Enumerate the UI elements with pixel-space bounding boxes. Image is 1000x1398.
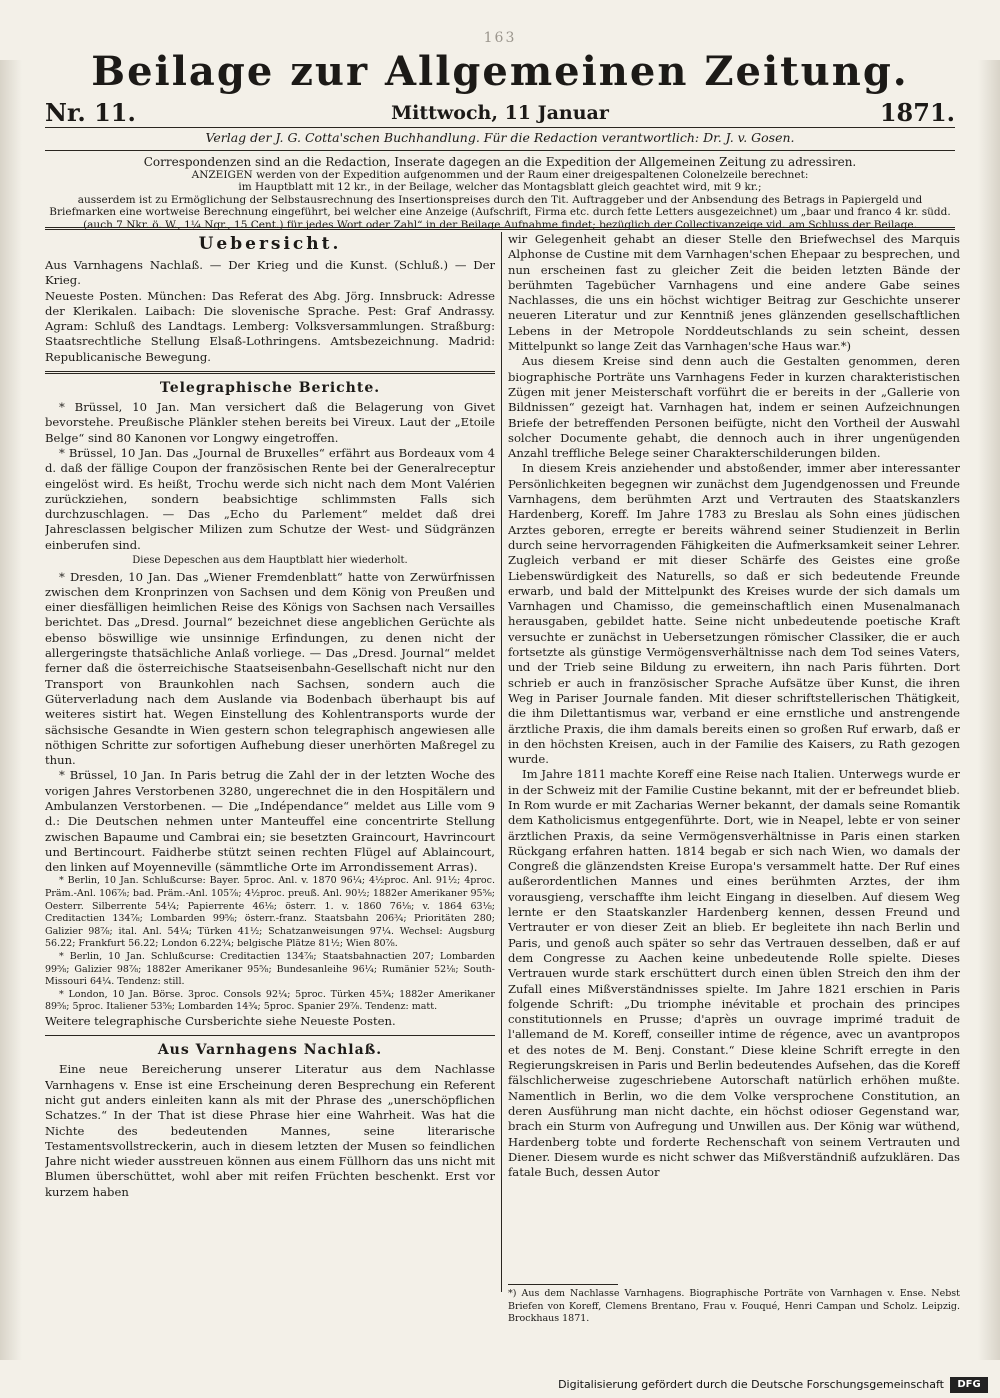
section-separator <box>45 1035 495 1036</box>
article-paragraph: Im Jahre 1811 machte Koreff eine Reise nach Italien. Unterwegs wurde er in der Schweiz mit der Familie Custine bekannt, mit der er befreundet blieb. In Rom wurde er mit Zacharias Werner bekannt, der damals seine Romantik dem Katholicismus entgegenführte. Dort, wie in Neapel, lebte er von seiner ärztlichen Praxis, da seine Vermögensverhältnisse in Paris einen starken Rückgang erfahren hatten. 1814 begab er sich nach Wien, wo damals der Congreß die glänzendsten Kreise Europa's versammelt hatte. Der Ruf eines außerordentlichen Mannes und eines berühmten Arztes, der ihm vorausgieng, verschaffte ihm leicht Eingang in dieselben. Auf diesem Weg lernte er den Staatskanzler Hardenberg kennen, dessen Freund und Vertrauter er von dieser Zeit an blieb. Er begleitete ihn nach Berlin und Paris, und genoß auch später so sehr das Vertrauen desselben, daß er auf dem Congresse zu Aachen keine unbedeutende Rolle spielte. Dieses Vertrauen wurde stark erschüttert durch einen üblen Streich den ihm der Zufall eines Mißverständnisses spielte. Im Jahre 1821 erschien in Paris folgende Schrift: „Du triomphe inévitable et prochain des principes constitutionnels en Prusse; d'après un ouvrage imprimé traduit de l'allemand de M. Koreff, conseiller intime de régence, avec un avantpropos et des notes de M. Benj. Constant.“ Diese kleine Schrift erregte in den Regierungskreisen in Paris und Berlin bedeutendes Aufsehen, das die Koreff fälschlicherweise zugeschriebene Autorschaft natürlich erhöhen mußte. Namentlich in Berlin, wo die dem Volke versprochene Constitution, an deren Ausführung man nicht dachte, ein höchst odioser Gegenstand war, brach ein Sturm von Aufregung und Unwillen aus. Der König war wüthend, Hardenberg tobte und forderte Rechenschaft von seinem Vertrauten und Diener. Diesem wurde es nicht schwer das Mißverständniß aufzuklären. Das fatale Buch, dessen Autor <box>508 767 960 1180</box>
footnote-rule <box>508 1284 618 1285</box>
article-paragraph: Aus diesem Kreise sind denn auch die Gestalten genommen, deren biographische Porträte uns Varnhagens Feder in kurzen charakteristischen Zügen mit jener Meisterschaft vorführt die er bereits in der „Gallerie von Bildnissen“ gezeigt hat. Varnhagen hat, indem er seinen Aufzeichnungen Briefe der betreffenden Personen beifügte, nicht den Vortheil der Auswahl solcher Documente gehabt, die dennoch auch in ihrer ungenügenden Anzahl treffliche Belege seiner Charakterschilderungen bilden. <box>508 354 960 461</box>
header-rule <box>45 150 955 151</box>
dfg-logo: DFG <box>950 1377 988 1393</box>
repeat-note: Diese Depeschen aus dem Hauptblatt hier wiederholt. <box>132 555 408 567</box>
footnote: *) Aus dem Nachlasse Varnhagens. Biographische Porträte von Varnhagen v. Ense. Nebst Briefen von Koreff, Clemens Brentano, Frau v. Fouqué, Henri Campan und Scholz. Leipzig. Brockhaus 1871. <box>508 1288 960 1324</box>
stock-report: * Berlin, 10 Jan. Schlußcurse: Bayer. 5proc. Anl. v. 1870 96¼; 4½proc. Anl. 91½; 4proc. Präm.-Anl. 106⅞; bad. Präm.-Anl. 105⅞; 4½proc. preuß. Anl. 90½; 1882er Amerikaner 95⅝; Oesterr. Silberrente 54¼; Papierrente 46⅛; österr. 1. v. 1860 76⅛; v. 1864 63⅛; Creditactien 134⅞; Lombarden 99⅝; österr.-franz. Staatsbahn 206¾; Prioritäten 280; Galizier 98⅞; ital. Anl. 54¼; Türken 41½; Schatzanweisungen 97¼. Wechsel: Augsburg 56.22; Frankfurt 56.22; London 6.22¾; belgische Plätze 81½; Wien 80⅞. <box>45 875 495 950</box>
column-divider <box>501 232 502 1292</box>
news-report: * Brüssel, 10 Jan. Das „Journal de Bruxelles“ erfährt aus Bordeaux vom 4 d. daß der fällige Coupon der französischen Rente bei der Generalreceptur eingelöst wird. Es heißt, Trochu werde sich nicht nach dem Mont Valérien zurückziehen, sondern beabsichtige schlimmsten Falls sich durchzuschlagen. — Das „Echo du Parlement“ meldet daß drei Jahresclassen belgischer Milizen zum Schutze der West- und Südgränzen einberufen sind. <box>45 445 495 552</box>
publisher-line: Verlag der J. G. Cotta'schen Buchhandlung. Für die Redaction verantwortlich: Dr. J. v. Gosen. <box>205 130 795 145</box>
article-paragraph: wir Gelegenheit gehabt an dieser Stelle den Briefwechsel des Marquis Alphonse de Custine mit dem Varnhagen'schen Ehepaar zu besprechen, und nun erscheinen fast zu gleicher Zeit die beiden letzten Bände der berühmten Tagebücher Varnhagens und eine andere Gabe seines Nachlasses, die uns ein höchst wichtiger Beitrag zur Geschichte unserer neueren Literatur und zur Kenntniß jenes glänzenden gesellschaftlichen Lebens in der Metropole Norddeutschlands zu sein scheint, dessen Mittelpunkt so lange Zeit das Varnhagen'sche Haus war.*) <box>508 232 960 354</box>
article-title: Aus Varnhagens Nachlaß. <box>157 1042 383 1059</box>
notice-line: Correspondenzen sind an die Redaction, Inserate dagegen an die Expedition der Allgemeinen Zeitung zu adressiren. <box>143 155 857 169</box>
issue-number: Nr. 11. <box>45 98 136 127</box>
left-column <box>45 232 495 1292</box>
overview-text: Aus Varnhagens Nachlaß. — Der Krieg und die Kunst. (Schluß.) — Der Krieg. <box>45 258 495 288</box>
notice-line: im Hauptblatt mit 12 kr., in der Beilage, welcher das Montagsblatt gleich geachtet wird, mit 9 kr.; <box>238 181 762 193</box>
digitization-footer <box>0 1374 1000 1398</box>
right-column <box>508 232 960 1287</box>
article-paragraph: In diesem Kreis anziehender und abstoßender, immer aber interessanter Persönlichkeiten begegnen wir zunächst dem Jugendgenossen und Freunde Varnhagens, dem berühmten Arzt und Vertrauten des Staatskanzlers Hardenberg, Koreff. Im Jahre 1783 zu Breslau als Sohn eines jüdischen Arztes geboren, erregte er bereits während seiner Studienzeit in Berlin durch seine hervorragenden Fähigkeiten die Aufmerksamkeit seiner Lehrer. Zugleich verband er mit dieser Schärfe des Geistes eine große Liebenswürdigkeit des Naturells, so daß er sich bedeutende Freunde erwarb, und bald der Mittelpunkt des Kreises wurde der sich damals um Varnhagen und Chamisso, die gemeinschaftlich einen Musenalmanach herausgaben, gebildet hatte. Seine nicht unbedeutende poetische Kraft versuchte er zunächst in Uebersetzungen römischer Classiker, die er auch fortsetzte als günstige Vermögensverhältnisse nach dem Tod seines Vaters, und der Trieb seine Bildung zu erweitern, ihn nach Paris führten. Dort schrieb er auch in französischer Sprache Aufsätze über Kunst, die ihren Weg in Pariser Journale fanden. Mit dieser schriftstellerischen Thätigkeit, die ihm Dilettantismus war, verband er eine ernstliche und anstrengende ärztliche Praxis, die ihm damals bereits einen so großen Ruf erwarb, daß er in den höchsten Kreisen, auch in der Familie des Kaisers, zu Rath gezogen wurde. <box>508 461 960 767</box>
overview-title: Uebersicht. <box>198 234 342 254</box>
news-report: * Dresden, 10 Jan. Das „Wiener Fremdenblatt“ hatte von Zerwürfnissen zwischen dem Kronprinzen von Sachsen und dem König von Preußen und einer diesfälligen heimlichen Reise des Königs von Sachsen nach Versailles berichtet. Das „Dresd. Journal“ bezeichnet diese angeblichen Gerüchte als ebenso böswillige wie unsinnige Erfindungen, zu denen nicht der allergeringste thatsächliche Anlaß vorliege. — Das „Dresd. Journal“ meldet ferner daß die österreichische Staatseisenbahn-Gesellschaft nicht nur den Transport von Braunkohlen nach Sachsen, sondern auch die Güterverladung nach dem Auslande via Bodenbach überhaupt bis auf weiteres sistirt hat. Wegen Einstellung des Kohlentransports wurde der sächsische Gesandte in Wien gestern schon telegraphisch angewiesen alle nöthigen Schritte zur sofortigen Aufhebung dieser unerhörten Maßregel zu thun. <box>45 569 495 768</box>
issue-year: 1871. <box>879 98 955 127</box>
newspaper-title: Beilage zur Allgemeinen Zeitung. <box>91 48 909 95</box>
stock-report: * Berlin, 10 Jan. Schlußcurse: Creditactien 134⅞; Staatsbahnactien 207; Lombarden 99⅝; Galizier 98⅞; 1882er Amerikaner 95⅝; Bundesanleihe 96¼; Rumänier 52⅛; South-Missouri 64¼. Tendenz: still. <box>45 951 495 988</box>
stock-reference: Weitere telegraphische Cursberichte siehe Neueste Posten. <box>45 1014 396 1029</box>
stock-report: * London, 10 Jan. Börse. 3proc. Consols 92¼; 5proc. Türken 45¾; 1882er Amerikaner 89⅝; 5proc. Italiener 53⅝; Lombarden 14¾; 5proc. Spanier 29⅞. Tendenz: matt. <box>45 988 495 1013</box>
overview-text: Neueste Posten. München: Das Referat des Abg. Jörg. Innsbruck: Adresse der Klerikalen. Laibach: Die slovenische Sprache. Pest: Graf Andrassy. Agram: Schluß des Landtags. Lemberg: Volksversammlungen. Straßburg: Staatsrechtliche Stellung Elsaß-Lothringens. Amtsbezeichnung. Madrid: Republicanische Bewegung. <box>45 288 495 364</box>
advertising-notice <box>45 156 955 231</box>
notice-line: ausserdem ist zu Ermöglichung der Selbstausrechnung des Insertionspreises durch den Tit. Auftraggeber und der Anbsendung des Betrags in Papiergeld und Briefmarken eine wortweise Berechnung eingeführt, bei welcher eine Anzeige (Aufschrift, Firma etc. durch fette Letters ausgezeichnet) um „baar und franco 4 kr. südd. (auch 7 Nkr. ö. W., 1¼ Ngr., 15 Cent.) für jedes Wort oder Zahl“ in der Beilage Aufnahme findet; bezüglich der Collectivanzeige vid. am Schluss der Beilage. <box>49 193 951 231</box>
notice-line: ANZEIGEN werden von der Expedition aufgenommen und der Raum einer dreigespaltenen Colonelzeile berechnet: <box>191 168 809 181</box>
funding-note: Digitalisierung gefördert durch die Deutsche Forschungsgemeinschaft <box>558 1378 944 1391</box>
telegraph-title: Telegraphische Berichte. <box>159 380 381 397</box>
page-number: 163 <box>483 30 517 46</box>
news-report: * Brüssel, 10 Jan. In Paris betrug die Zahl der in der letzten Woche des vorigen Jahres Verstorbenen 3280, ungerechnet die in den Hospitälern und Ambulanzen Verstorbenen. — Die „Indépendance“ meldet aus Lille vom 9 d.: Die Deutschen nehmen unter Manteuffel eine concentrirte Stellung zwischen Bapaume und Cambrai ein; sie besetzten Graincourt, Havrincourt und Bertincourt. Faidherbe stützt seinen rechten Flügel auf Ablaincourt, den linken auf Moyenneville (sämmtliche Orte im Arrondissement Arras). <box>45 768 495 875</box>
header-rule <box>45 227 955 230</box>
scan-edge-right <box>978 60 1000 1360</box>
news-report: * Brüssel, 10 Jan. Man versichert daß die Belagerung von Givet bevorstehe. Preußische Plänkler stehen bereits bei Vireux. Laut der „Etoile Belge“ sind 80 Kanonen vor Longwy eingetroffen. <box>45 400 495 445</box>
section-separator <box>45 371 495 374</box>
header-rule <box>45 127 955 128</box>
issue-row <box>45 98 955 128</box>
article-paragraph: Eine neue Bereicherung unserer Literatur aus dem Nachlasse Varnhagens v. Ense ist eine Erscheinung deren Besprechung ein Referent nicht gut anders einleiten kann als mit der Phrase des „unerschöpflichen Schatzes.“ In der That ist diese Phrase hier eine Wahrheit. Was hat die Nichte des bedeutenden Mannes, seine literarische Testamentsvollstreckerin, auch in diesem letzten der Musen so feindlichen Jahre nicht wieder ausstreuen können aus einem Füllhorn das uns nicht mit Blumen überschüttet, wohl aber mit reifen Früchten beschenkt. Erst vor kurzem haben <box>45 1062 495 1199</box>
scan-edge-left <box>0 60 22 1360</box>
issue-date: Mittwoch, 11 Januar <box>391 102 609 124</box>
